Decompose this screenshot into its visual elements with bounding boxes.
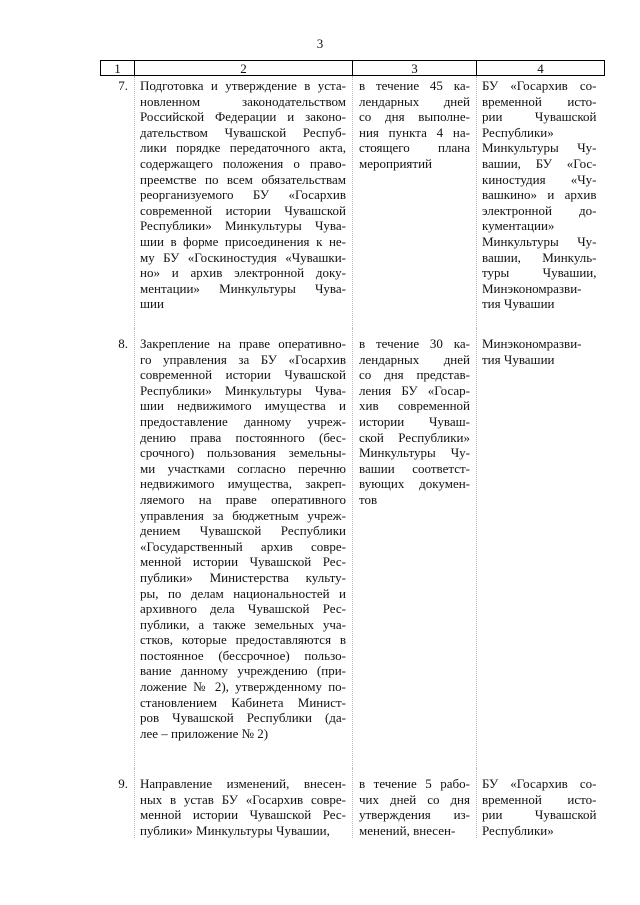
- column-header-2: 2: [135, 61, 353, 76]
- cell-text-line: электронной до-: [482, 202, 597, 218]
- cell-text-line: недвижимого имущества, закреп-: [140, 476, 346, 492]
- cell-text-line: лее – приложение № 2): [140, 725, 269, 741]
- cell-text-line: Российской Федерации и законо-: [140, 109, 346, 125]
- cell-text-line: шии в форме присоединения к не-: [140, 233, 346, 249]
- cell-text-line: стков, которые предоставляются в: [140, 632, 346, 648]
- cell-text-line: рии Чувашской: [482, 807, 597, 823]
- cell-text-line: ров Чувашской Республики (да-: [140, 710, 346, 726]
- action-cell: [135, 328, 353, 768]
- cell-text-line: туры Чувашии,: [482, 265, 597, 281]
- cell-text-line: тия Чувашии: [482, 351, 555, 367]
- cell-text-line: Минкультуры Чу-: [482, 140, 597, 156]
- cell-text-line: управления за бюджетным учреж-: [140, 507, 346, 523]
- cell-text-line: дению права постоянного (бес-: [140, 429, 346, 445]
- cell-text-line: киностудия «Чу-: [482, 171, 597, 187]
- cell-text-line: Республики»: [482, 822, 554, 838]
- cell-text-line: ры, по делам национальностей и: [140, 585, 346, 601]
- cell-text-line: дательством Чувашской Респуб-: [140, 124, 346, 140]
- cell-text-line: ложение № 2), утвержденному по-: [140, 679, 346, 695]
- table-header-row: [101, 61, 605, 76]
- cell-text-line: вующих докумен-: [359, 476, 470, 492]
- cell-text-line: архивного дела Чувашской Рес-: [140, 601, 346, 617]
- item-number: 7.: [118, 78, 128, 93]
- cell-text-line: временной исто-: [482, 93, 597, 109]
- cell-text-line: Минкультуры Чу-: [482, 233, 597, 249]
- cell-text-line: стоящего плана: [359, 140, 470, 156]
- item-number: 9.: [118, 776, 128, 791]
- deadline-cell: [353, 328, 477, 768]
- cell-text-line: чих дней со дня: [359, 791, 470, 807]
- column-header-4: 4: [477, 61, 605, 76]
- cell-text-line: менений, внесен-: [359, 822, 456, 838]
- cell-text-line: менной истории Чувашской Рес-: [140, 554, 346, 570]
- cell-text-line: Республики»: [482, 124, 554, 140]
- cell-text-line: лендарных дней: [359, 351, 470, 367]
- cell-text-line: в течение 45 ка-: [359, 78, 470, 93]
- cell-text-line: ментации» Минкультуры Чува-: [140, 280, 346, 296]
- cell-text-line: публики» Минкультуры Чувашии,: [140, 822, 330, 838]
- cell-text-line: Подготовка и утверждение в уста-: [140, 78, 346, 93]
- cell-text-line: современной истории Чувашской: [140, 202, 346, 218]
- cell-text-line: со дня выполне-: [359, 109, 470, 125]
- responsible-cell: [477, 76, 605, 329]
- cell-text-line: постоянное (бессрочное) пользо-: [140, 647, 346, 663]
- cell-text-line: предоставление данному учреж-: [140, 413, 346, 429]
- cell-text-line: в течение 5 рабо-: [359, 776, 470, 791]
- deadline-cell: [353, 768, 477, 838]
- cell-text-line: менной истории Чувашской Рес-: [140, 807, 346, 823]
- item-number: 8.: [118, 336, 128, 351]
- cell-text-line: го управления за БУ «Госархив: [140, 351, 346, 367]
- cell-text-line: «Государственный архив совре-: [140, 538, 346, 554]
- cell-text-line: ных в устав БУ «Госархив совре-: [140, 791, 346, 807]
- action-cell: [135, 768, 353, 838]
- table-row: [101, 768, 605, 838]
- page-number: 3: [316, 36, 324, 51]
- table-row: [101, 328, 605, 768]
- cell-text-line: шии: [140, 296, 164, 312]
- cell-text-line: ской Республики»: [359, 429, 470, 445]
- cell-text-line: со дня представ-: [359, 367, 470, 383]
- cell-text-line: временной исто-: [482, 791, 597, 807]
- cell-text-line: лендарных дней: [359, 93, 470, 109]
- responsible-cell: [477, 328, 605, 768]
- cell-text-line: современной истории Чувашской: [140, 367, 346, 383]
- cell-text-line: тов: [359, 491, 378, 507]
- deadline-cell: [353, 76, 477, 329]
- cell-text-line: новленном законодательством: [140, 93, 346, 109]
- cell-text-line: в течение 30 ка-: [359, 336, 470, 351]
- cell-text-line: публики, а также земельных уча-: [140, 616, 346, 632]
- cell-text-line: публики» Министерства культу-: [140, 569, 346, 585]
- cell-text-line: ния пункта 4 на-: [359, 124, 470, 140]
- responsible-cell: [477, 768, 605, 838]
- cell-text-line: вание данному учреждению (при-: [140, 663, 346, 679]
- measures-table: [100, 60, 605, 838]
- cell-text-line: Закрепление на праве оперативно-: [140, 336, 346, 351]
- cell-text-line: ления БУ «Госар-: [359, 382, 470, 398]
- cell-text-line: мероприятий: [359, 155, 432, 171]
- cell-text-line: шии недвижимого имущества и: [140, 398, 346, 414]
- cell-text-line: вашии, Минкуль-: [482, 249, 597, 265]
- cell-text-line: тия Чувашии: [482, 296, 555, 312]
- table-row: [101, 76, 605, 329]
- cell-text-line: содержащего положения о право-: [140, 155, 346, 171]
- cell-text-line: вашии, БУ «Гос-: [482, 155, 597, 171]
- cell-text-line: хив современной: [359, 398, 470, 414]
- cell-text-line: му БУ «Госкиностудия «Чувашки-: [140, 249, 346, 265]
- cell-text-line: Минэкономразви-: [482, 280, 582, 296]
- cell-text-line: Республики» Минкультуры Чува-: [140, 382, 346, 398]
- cell-text-line: ми участками согласно перечню: [140, 460, 346, 476]
- cell-text-line: БУ «Госархив со-: [482, 78, 597, 93]
- cell-text-line: БУ «Госархив со-: [482, 776, 597, 791]
- cell-text-line: Республики» Минкультуры Чува-: [140, 218, 346, 234]
- cell-text-line: но» и архив электронной доку-: [140, 265, 346, 281]
- cell-text-line: вашии соответст-: [359, 460, 470, 476]
- cell-text-line: преемстве по всем обязательствам: [140, 171, 346, 187]
- cell-text-line: рии Чувашской: [482, 109, 597, 125]
- column-header-3: 3: [353, 61, 477, 76]
- cell-text-line: утверждения из-: [359, 807, 470, 823]
- column-header-1: 1: [101, 61, 135, 76]
- cell-text-line: реорганизуемого БУ «Госархив: [140, 187, 346, 203]
- cell-text-line: Минэкономразви-: [482, 336, 582, 351]
- cell-text-line: дением Чувашской Республики: [140, 523, 346, 539]
- cell-text-line: ляемого на праве оперативного: [140, 491, 346, 507]
- cell-text-line: истории Чуваш-: [359, 413, 470, 429]
- cell-text-line: вашкино» и архив: [482, 187, 597, 203]
- cell-text-line: кументации»: [482, 218, 555, 234]
- cell-text-line: становлением Кабинета Минист-: [140, 694, 346, 710]
- cell-text-line: Направление изменений, внесен-: [140, 776, 346, 791]
- action-cell: [135, 76, 353, 329]
- cell-text-line: лики порядке передаточного акта,: [140, 140, 346, 156]
- cell-text-line: Минкультуры Чу-: [359, 445, 470, 461]
- cell-text-line: срочного) пользования земельны-: [140, 445, 346, 461]
